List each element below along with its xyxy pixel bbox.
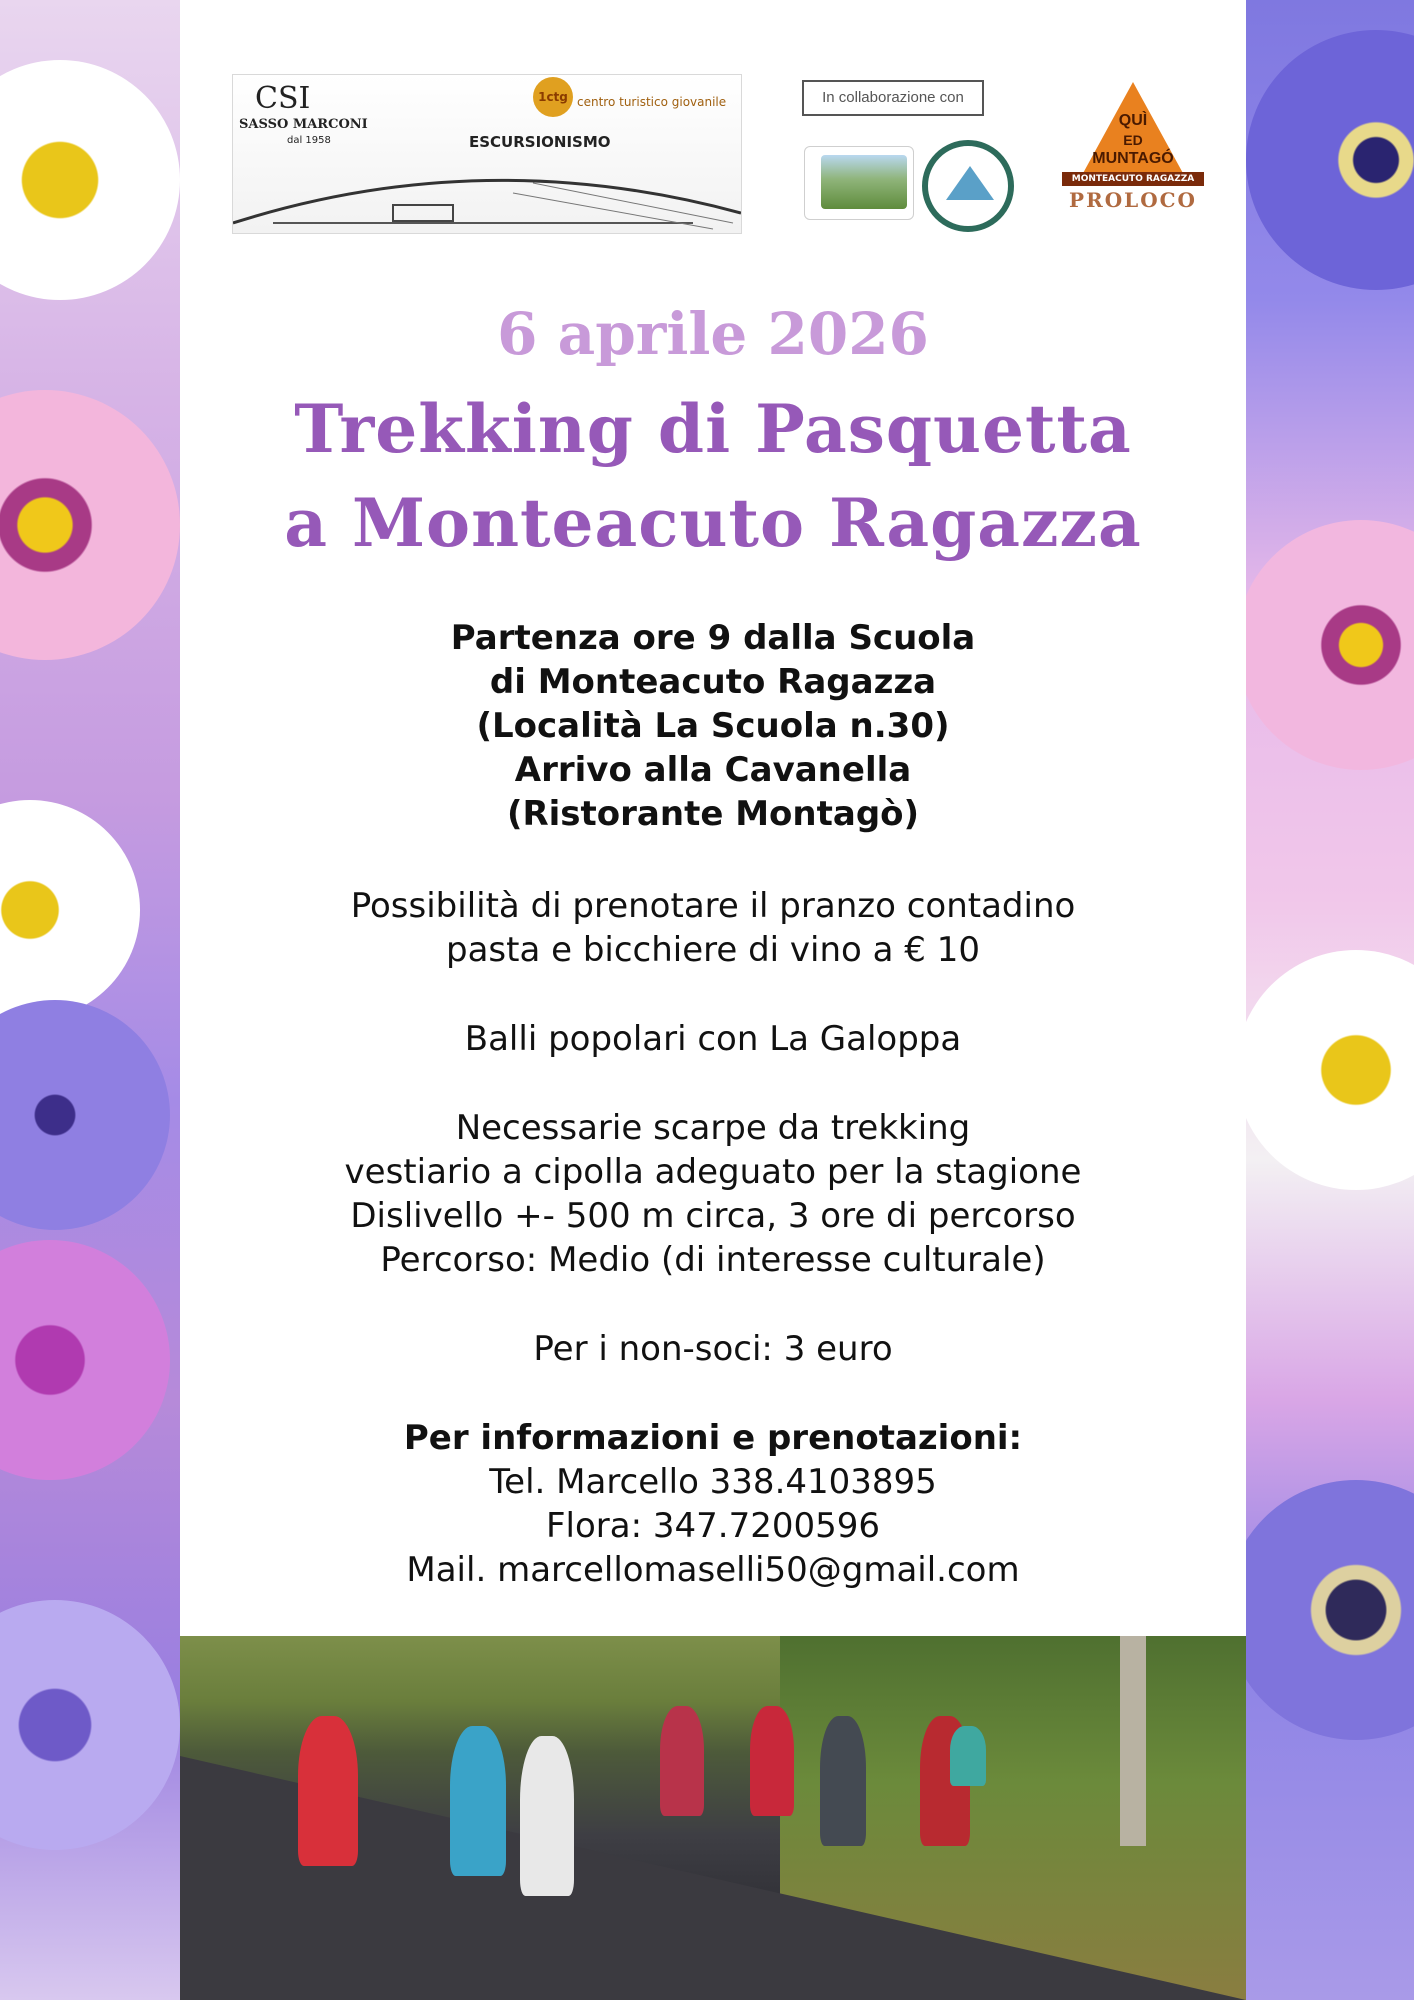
csi-name: SASSO MARCONI [239, 117, 368, 132]
event-title-line2: a Monteacuto Ragazza [284, 484, 1142, 562]
ctg-badge: 1ctg [533, 77, 573, 117]
hiker-backpack [950, 1726, 986, 1786]
montago-line3: MUNTAGÓ [1092, 150, 1174, 167]
hiker [820, 1716, 866, 1846]
contact-flora: Flora: 347.7200596 [545, 1506, 880, 1546]
departure-line: Arrivo alla Cavanella [514, 750, 912, 790]
csi-mark: CSI [255, 81, 311, 116]
utility-pole [1120, 1636, 1146, 1846]
contact-mail: Mail. marcellomaselli50@gmail.com [406, 1550, 1020, 1590]
cosmos-flower [0, 390, 180, 660]
csi-ctg-logo [232, 74, 742, 234]
montago-proloco-logo [1058, 82, 1208, 214]
ctg-name: centro turistico giovanile [577, 95, 727, 109]
price-line: Per i non-soci: 3 euro [533, 1329, 893, 1369]
left-flower-border [0, 0, 180, 2000]
hiker [450, 1726, 506, 1876]
section-label: ESCURSIONISMO [469, 133, 611, 151]
requirement-line: Percorso: Medio (di interesse culturale) [380, 1240, 1046, 1280]
montago-proloco: PROLOCO [1069, 188, 1197, 212]
flyer-content [180, 0, 1246, 1636]
departure-line: Partenza ore 9 dalla Scuola [450, 618, 976, 658]
hiker [660, 1706, 704, 1816]
hiker [520, 1736, 574, 1896]
borgo-logo [804, 146, 914, 220]
departure-line: di Monteacuto Ragazza [489, 662, 937, 702]
requirement-line: Dislivello +- 500 m circa, 3 ore di percorso [350, 1196, 1076, 1236]
requirement-line: Necessarie scarpe da trekking [455, 1108, 971, 1148]
montago-bar: MONTEACUTO RAGAZZA [1062, 172, 1204, 186]
right-flower-border [1246, 0, 1414, 2000]
montago-line1: QUÌ [1118, 112, 1148, 129]
daisy-flower [0, 60, 180, 300]
dance-line: Balli popolari con La Galoppa [464, 1019, 962, 1059]
anemone-flower [0, 1000, 170, 1230]
anemone-flower [1246, 30, 1414, 290]
bridge-drawing [233, 153, 741, 233]
hiker [298, 1716, 358, 1866]
daisy-flower [0, 800, 140, 1020]
contact-heading: Per informazioni e prenotazioni: [403, 1418, 1023, 1458]
lunch-line: Possibilità di prenotare il pranzo contadino [350, 886, 1076, 926]
departure-line: (Località La Scuola n.30) [476, 706, 950, 746]
event-title-line1: Trekking di Pasquetta [294, 390, 1132, 468]
anemone-flower [1246, 1480, 1414, 1740]
daisy-flower [1246, 950, 1414, 1190]
aster-flower [0, 1600, 180, 1850]
contact-tel: Tel. Marcello 338.4103895 [489, 1462, 937, 1502]
chrysanthemum-flower [0, 1240, 170, 1480]
event-date: 6 aprile 2026 [497, 300, 929, 368]
departure-line: (Ristorante Montagò) [506, 794, 920, 834]
csi-since: dal 1958 [287, 135, 331, 146]
montago-line2: ED [1123, 132, 1143, 148]
requirement-line: vestiario a cipolla adeguato per la stagione [344, 1152, 1082, 1192]
lunch-line: pasta e bicchiere di vino a € 10 [445, 930, 981, 970]
cosmos-flower [1246, 520, 1414, 770]
hiker [750, 1706, 794, 1816]
hikers-photo [180, 1636, 1246, 2000]
collaboration-label: In collaborazione con [802, 80, 984, 116]
pro-loco-reno-logo [922, 140, 1014, 232]
